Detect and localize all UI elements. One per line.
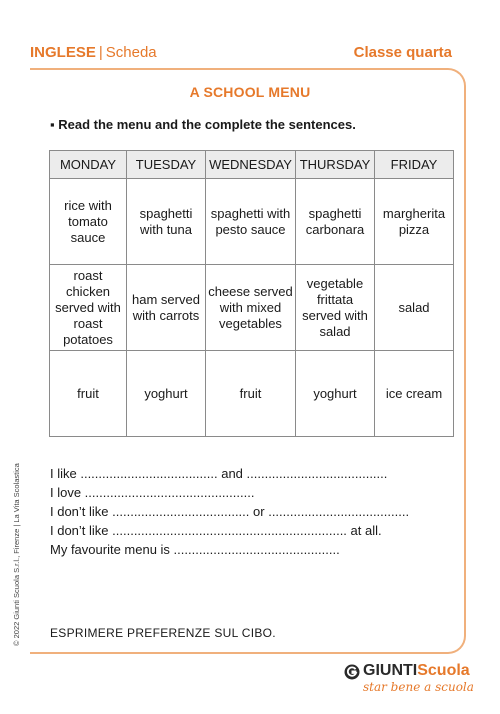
section-label: Scheda	[105, 44, 157, 61]
day-monday: MONDAY	[50, 151, 127, 179]
giunti-logo-icon	[344, 664, 360, 680]
menu-cell: fruit	[50, 351, 127, 437]
menu-cell: vegetable frittata served with salad	[296, 265, 375, 351]
subject-label: INGLESE	[30, 44, 96, 61]
menu-cell: spaghetti with tuna	[127, 179, 206, 265]
sentence-dont-like-b[interactable]: or .......................................	[253, 504, 410, 519]
table-row	[50, 179, 454, 265]
subject-header	[30, 44, 157, 61]
instruction-text: ▪ Read the menu and the complete the sentences.	[50, 117, 356, 132]
grade-label: Classe quarta	[353, 44, 452, 61]
menu-header-row	[50, 151, 454, 179]
sentence-like-a[interactable]: I like ......................................	[50, 466, 218, 481]
menu-cell: fruit	[206, 351, 296, 437]
day-thursday: THURSDAY	[296, 151, 375, 179]
logo-tagline: star bene a scuola	[363, 680, 474, 694]
school-menu-table	[49, 150, 454, 437]
menu-cell: yoghurt	[127, 351, 206, 437]
sentence-love	[50, 485, 254, 500]
worksheet-title: A SCHOOL MENU	[189, 84, 311, 100]
sentence-like-b[interactable]: and .......................................	[221, 466, 388, 481]
giunti-logo-text	[363, 662, 470, 680]
logo-brand-scuola: Scuola	[417, 662, 470, 679]
sentence-favourite-text[interactable]: My favourite menu is ..............................................	[50, 542, 340, 557]
sentence-dont-like-a[interactable]: I don’t like ......................................	[50, 504, 250, 519]
sentence-love-text[interactable]: I love ...............................................	[50, 485, 255, 500]
menu-cell: spaghetti carbonara	[296, 179, 375, 265]
objective-note: ESPRIMERE PREFERENZE SUL CIBO.	[50, 626, 276, 640]
table-row	[50, 265, 454, 351]
menu-cell: salad	[375, 265, 454, 351]
sentence-dont-like-or	[50, 504, 409, 519]
sentence-dont-like-all-a[interactable]: I don’t like .................................................................	[50, 523, 347, 538]
day-tuesday: TUESDAY	[127, 151, 206, 179]
menu-cell: spaghetti with pesto sauce	[206, 179, 296, 265]
copyright-text: © 2022 Giunti Scuola S.r.l., Firenze | La Vita Scolastica	[12, 463, 21, 646]
menu-cell: rice with tomato sauce	[50, 179, 127, 265]
sentence-favourite	[50, 542, 340, 557]
menu-cell: ham served with carrots	[127, 265, 206, 351]
sentence-dont-like-all	[50, 523, 382, 538]
logo-brand-giunti: GIUNTI	[363, 662, 418, 679]
table-row	[50, 351, 454, 437]
sentence-dont-like-all-b: at all.	[350, 523, 382, 538]
menu-cell: ice cream	[375, 351, 454, 437]
day-wednesday: WEDNESDAY	[206, 151, 296, 179]
menu-cell: cheese served with mixed vegetables	[206, 265, 296, 351]
sentence-like	[50, 466, 387, 481]
menu-cell: yoghurt	[296, 351, 375, 437]
header-separator: |	[98, 44, 103, 61]
menu-cell: roast chicken served with roast potatoes	[50, 265, 127, 351]
day-friday: FRIDAY	[375, 151, 454, 179]
menu-cell: margherita pizza	[375, 179, 454, 265]
